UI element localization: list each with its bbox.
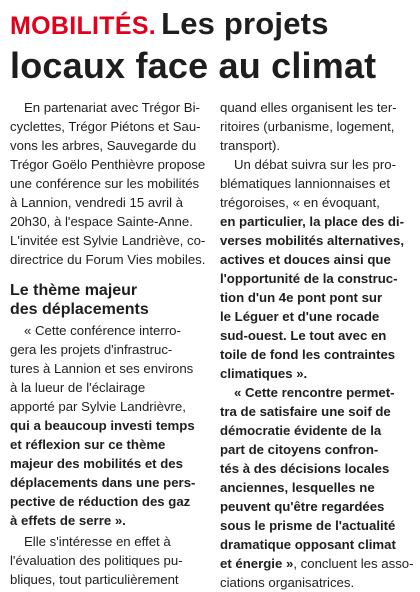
text-line-bold: pective de réduction des gaz [10,494,191,509]
text-line: 20h30, à l'espace Sainte-Anne. [10,214,193,229]
subheading-line-2: des déplacements [10,301,149,318]
text-line: ciations organisatrices. [220,575,355,590]
subheading [10,281,206,319]
text-line: cyclettes, Trégor Piétons et Sau- [10,119,201,134]
debate-paragraph [220,155,412,383]
text-line: à Lannion, vendredi 15 avril à [10,195,184,210]
text-line-bold: déplacements dans une pers- [10,475,196,490]
text-line: Trégor Goëlo Penthièvre propose [10,157,206,172]
text-line-bold: peuvent qu'être regardées [220,499,385,514]
text-line: une conférence sur les mobilités [10,176,200,191]
text-line: Un débat suivra sur les pro- [234,157,396,172]
text-line: blématiques lannionnaises et [220,176,391,191]
text-line: tures à Lannion et ses environs [10,361,194,376]
text-line-bold: sud-ouest. Le tout avec en [220,328,387,343]
text-fragment: , concluent les asso- [293,556,414,571]
text-line-bold: tion d'un 4e pont pont sur [220,290,383,305]
text-fragment-bold: et énergie » [220,556,294,571]
text-line: directrice du Forum Vies mobiles. [10,252,206,267]
text-line: L'invitée est Sylvie Landriève, co- [10,233,206,248]
continuation-paragraph [220,98,412,155]
text-line-bold: qui a beaucoup investi temps [10,418,195,433]
headline-line-2: locaux face au climat [10,45,377,86]
text-line: ritoires (urbanisme, logement, [220,119,395,134]
text-line-mixed [220,554,412,573]
text-line-bold: en particulier, la place des di- [220,214,404,229]
text-line-bold: dramatique opposant climat [220,537,396,552]
text-line: transport). [220,138,281,153]
text-line: En partenariat avec Trégor Bi- [24,100,200,115]
text-line-bold: tra de satisfaire une soif de [220,404,391,419]
text-line: « Cette conférence interro- [24,323,181,338]
text-line: quand elles organisent les ter- [220,100,397,115]
conclusion-paragraph [220,383,412,592]
text-line-bold: toile de fond les contraintes [220,347,396,362]
text-line-bold: démocratie évidente de la [220,423,382,438]
text-line-bold: climatiques ». [220,366,308,381]
quote-paragraph [10,321,206,530]
text-line: à la lueur de l'éclairage [10,380,146,395]
text-line-bold: verses mobilités alternatives, [220,233,404,248]
right-column [220,98,412,592]
intro-paragraph [10,98,206,269]
text-line: bliques, tout particulièrement [10,572,179,587]
text-line: trégoroises, « en évoquant, [220,195,380,210]
closing-paragraph [10,532,206,589]
text-line: l'évaluation des politiques pu- [10,553,183,568]
text-line-bold: sous le prisme de l'actualité [220,518,396,533]
text-line-bold: l'opportunité de la construc- [220,271,398,286]
text-line-bold: le Léguer et d'une rocade [220,309,380,324]
text-line-bold: actives et douces ainsi que [220,252,391,267]
text-line: vons les arbres, Sauvegarde du [10,138,197,153]
headline-title-1: Les projets [161,6,329,41]
text-line-bold: majeur des mobilités et des [10,456,183,471]
text-line: apporté par Sylvie Landrièvre, [10,399,186,414]
headline [10,4,414,86]
text-line: Elle s'intéresse en effet à [24,534,171,549]
headline-line-1 [10,4,414,46]
text-line-bold: anciennes, lesquelles ne [220,480,375,495]
section-kicker: MOBILITÉS. [10,12,157,40]
left-column [10,98,206,589]
text-line-bold: part de citoyens confron- [220,442,379,457]
subheading-line-1: Le thème majeur [10,282,138,299]
text-line-bold: tés à des décisions locales [220,461,390,476]
text-line-bold: et réflexion sur ce thème [10,437,166,452]
text-line-bold: à effets de serre ». [10,513,126,528]
text-line-bold: « Cette rencontre permet- [234,385,395,400]
text-line: gera les projets d'infrastruc- [10,342,173,357]
